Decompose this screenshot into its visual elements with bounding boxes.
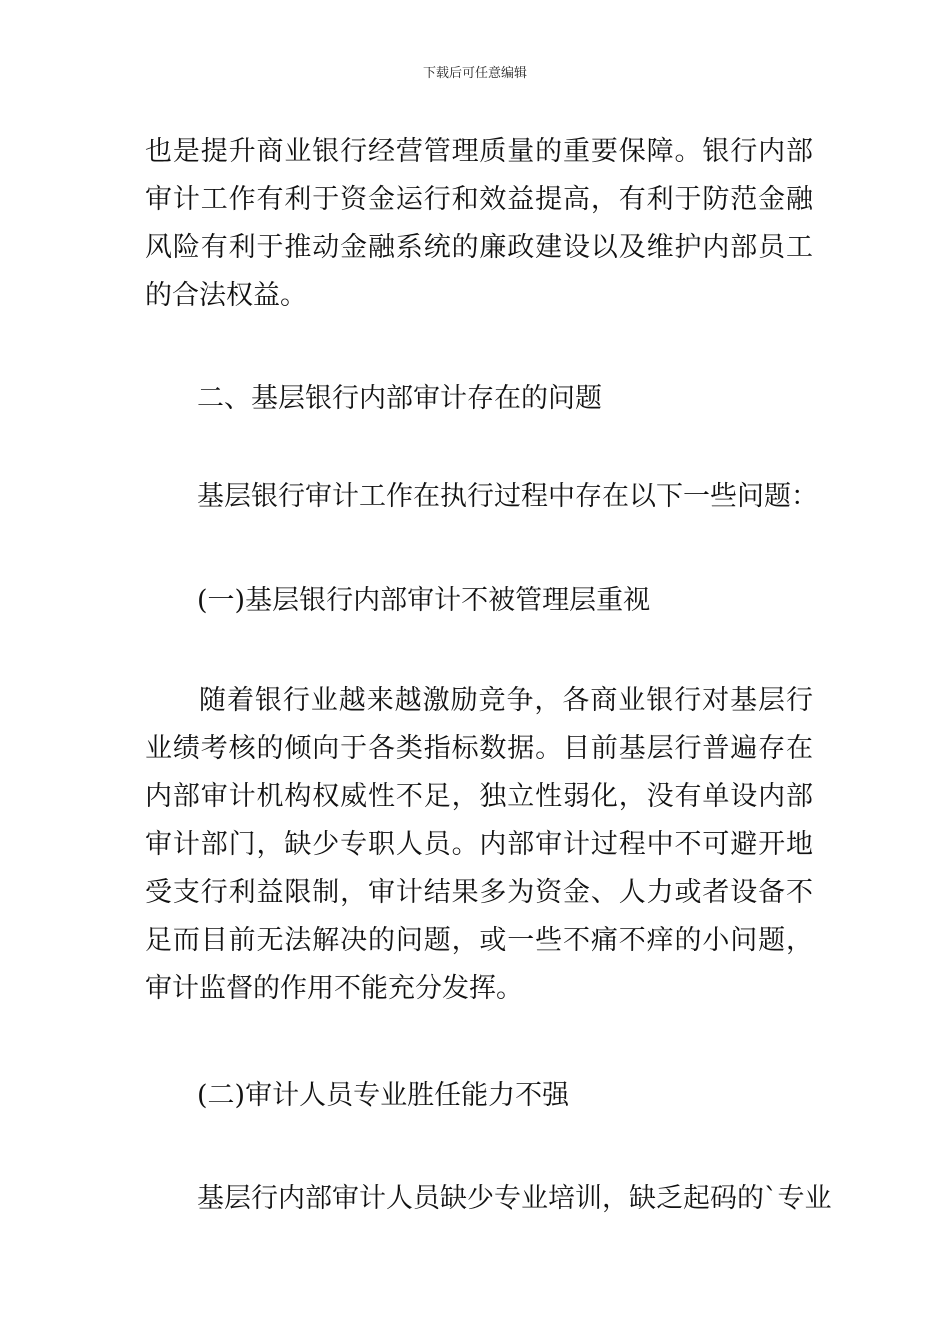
- paragraph-management-neglect: 随着银行业越来越激励竞争，各商业银行对基层行业绩考核的倾向于各类指标数据。目前基层行普遍存在内部审计机构权威性不足，独立性弱化，没有单设内部审计部门，缺少专职人员。内部审计过程中不可避开地受支行利益限制，审计结果多为资金、人力或者设备不足而目前无法解决的问题，或一些不痛不痒的小问题，审计监督的作用不能充分发挥。: [145, 685, 813, 1004]
- subheading-auditor-competence: (二)审计人员专业胜任能力不强: [197, 1080, 570, 1111]
- paragraph-problems-intro: 基层银行审计工作在执行过程中存在以下一些问题：: [197, 481, 818, 512]
- section-heading-problems: 二、基层银行内部审计存在的问题: [197, 383, 602, 414]
- page-header: 下载后可任意编辑: [422, 66, 527, 81]
- paragraph-importance: 也是提升商业银行经营管理质量的重要保障。银行内部审计工作有利于资金运行和效益提高，有利于防范金融风险有利于推动金融系统的廉政建设以及维护内部员工的合法权益。: [145, 136, 813, 311]
- paragraph-auditor-competence: 基层行内部审计人员缺少专业培训，缺乏起码的`专业: [197, 1183, 832, 1214]
- subheading-management-neglect: (一)基层银行内部审计不被管理层重视: [197, 585, 651, 616]
